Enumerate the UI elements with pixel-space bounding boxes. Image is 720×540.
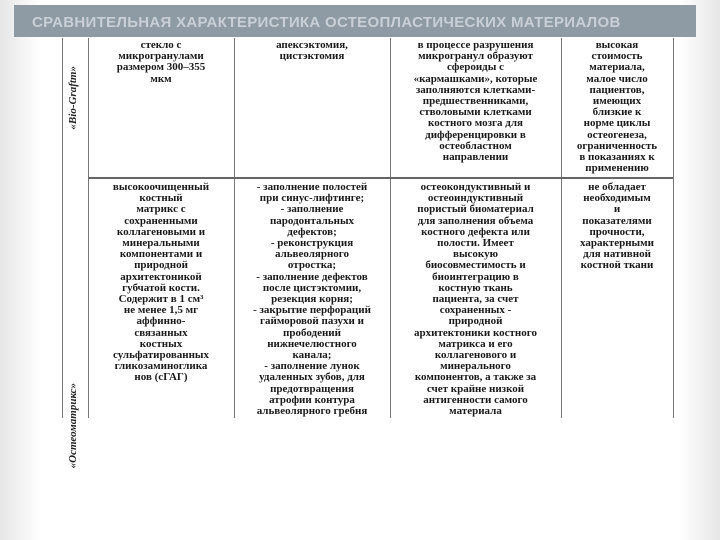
comparison-table xyxy=(62,38,674,469)
table-border-right xyxy=(673,38,674,418)
table-col-divider xyxy=(390,38,391,418)
table-col-divider xyxy=(88,38,89,418)
left-edge-shade xyxy=(0,0,40,540)
row-label-bio-graft: «Bio-Graftm» xyxy=(67,66,79,130)
cell-composition: высокоочищенный костный матрикс с сохраненными коллагеновыми и минеральными компонентами и природной архитектоникой губчатой кости. Содержит в 1 см³ не менее 1,5 мг аффинно- связанных костных сульфатированных гликозаминоглика нов (сГАГ) xyxy=(112,181,210,384)
cell-properties: в процессе разрушения микрогранул образуют сфероиды с «кармашками», которые заполняются клетками- предшественниками, стволовыми клетками костного мозга для дифференцировки в остеобластном направлении xyxy=(413,39,538,164)
table-col-divider xyxy=(234,38,235,418)
cell-drawbacks: не обладает необходимым и показателями прочности, характерными для нативной костной ткани xyxy=(580,181,654,272)
cell-indications: апексэктомия, цистэктомия xyxy=(276,39,348,63)
table-border-left xyxy=(62,38,63,418)
title-bar xyxy=(14,5,696,37)
slide-title: СРАВНИТЕЛЬНАЯ ХАРАКТЕРИСТИКА ОСТЕОПЛАСТИЧЕСКИХ МАТЕРИАЛОВ xyxy=(32,14,621,31)
cell-composition: стекло с микрогранулами размером 300–355 мкм xyxy=(116,39,206,85)
cell-drawbacks: высокая стоимость материала, малое число пациентов, имеющих близкие к норме циклы остеогенеза, ограниченность в показаниях к применению xyxy=(576,39,658,175)
row-label-osteomatrix: «Остеоматрикс» xyxy=(67,383,79,469)
cell-indications: - заполнение полостей при синус-лифтинге; - заполнение пародонтальных дефектов; - реконструкция альвеолярного отростка; - заполнение дефектов после цистэктомии, резекция корня; - закрытие перфораций гайморовой пазухи и прободений нижнечелюстного канала; - заполнение лунок удаленных зубов, для предотвращения атрофии контура альвеолярного гребня xyxy=(253,181,371,418)
cell-properties: остеокондуктивный и остеоиндуктивный пористый биоматериал для заполнения объема костного дефекта или полости. Имеет высокую биосовместимость и биоинтеграцию в костную ткань пациента, за счет сохраненных - природной архитектоники костного матрикса и его коллагенового и минерального компонентов, а также за счет крайне низкой антигенности самого материала xyxy=(414,181,537,418)
table-row-divider xyxy=(88,177,673,179)
right-edge-shade xyxy=(680,0,720,540)
table-col-divider xyxy=(561,38,562,418)
